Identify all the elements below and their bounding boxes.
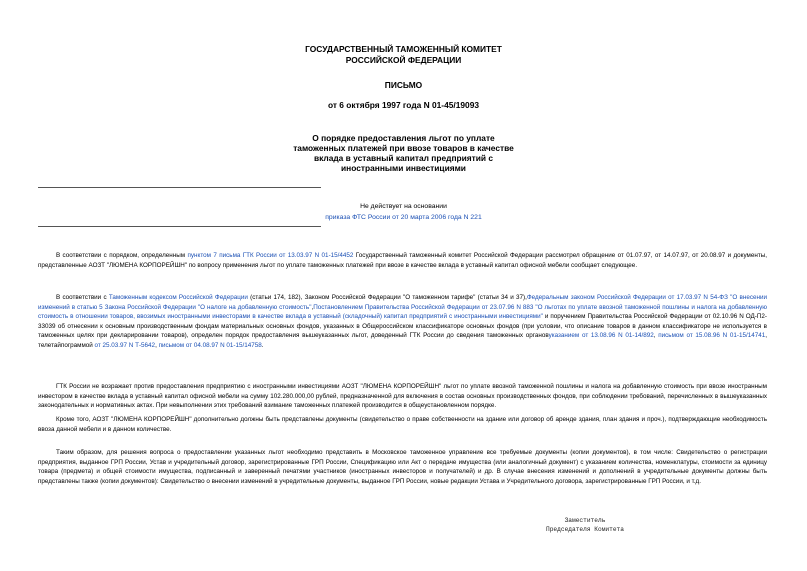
org-name-line2: РОССИЙСКОЙ ФЕДЕРАЦИИ bbox=[345, 55, 462, 65]
paragraph-text: (статьи 174, 182), Законом Российской Федерации "О таможенном тарифе" (статьи 34 и 37), bbox=[247, 294, 527, 301]
paragraph-text: , bbox=[155, 341, 159, 349]
doc-title-line: вклада в уставный капитал предприятий с bbox=[313, 153, 494, 163]
customs-code-link[interactable]: Таможенным кодексом Российской Федерации bbox=[108, 294, 248, 301]
paragraph-4: Кроме того, АОЗТ "ЛЮМЕНА КОРПОРЕЙШН" дополнительно должны быть представлены документы (свидетельство о праве собственности на здание или договор об аренде здания, план здания и проч.), подтверждающие необходимость ввоза данной мебели и в данном количестве. bbox=[38, 416, 767, 433]
signature-position: Председателя Комитета bbox=[546, 526, 624, 533]
paragraph-text: , bbox=[311, 303, 314, 311]
paragraph-text: и поручением Правительства Российской Федерации от 02.10.96 N ОД-П2-33039 об отнесении к основным производственным фондам материальных основных фондов, указанных в Общероссийском классификаторе основных фондов (при условии, что описание товаров в данном классификаторе не используется в таможенных целях при декларировании товаров), определен порядок предоставления вышеуказанных льгот, доведенный ГТК России до сведения таможенных органов bbox=[38, 313, 767, 339]
doc-title-line: таможенных платежей при ввозе товаров в качестве bbox=[293, 143, 514, 153]
paragraph-5: Таким образом, для решения вопроса о предоставлении указанных льгот необходимо представить в Московское таможенное управление все требуемые документы (копии документов), в том числе: Свидетельство о регистрации предприятия, выданное ГРП России, Устав и учредительный договор, зарегистрированные ГРП России, Спецификацию или Акт о передаче имущества (или аналогичный документ) с указанием количества, номенклатуры, стоимости за единицу товара (предмета) и общей стоимости имущества, подписанный и заверенный печатями участников (иностранных инвесторов и получателей) и др. В случае внесения изменений и дополнений в учредительные документы должны быть представлены также (копии документов): Свидетельство о внесении изменений в учредительные документы, выданное ГРП России, новые редакции Устава и Учредительного договора, зарегистрированные ГРП России, и т.д. bbox=[38, 449, 767, 485]
divider-top bbox=[38, 187, 321, 188]
teletype-link[interactable]: от 25.03.97 N Т-5642 bbox=[94, 341, 156, 349]
paragraph-text: , телетайпограммой bbox=[38, 332, 767, 349]
paragraph-text: Государственный таможенный комитет Российской Федерации рассмотрел обращение от 01.07.97, от 14.07.97, от 20.08.97 и документы, представленные АОЗТ "ЛЮМЕНА КОРПОРЕЙШН" по вопросу применения льгот по уплате таможенных платежей при ввозе в качестве вклада в уставный капитал офисной мебели сообщает следующее. bbox=[38, 252, 767, 269]
doc-date-number: от 6 октября 1997 года N 01-45/19093 bbox=[327, 100, 480, 110]
paragraph-text: В соответствии с порядком, определенным bbox=[56, 252, 188, 259]
federal-law-link[interactable]: Федеральным законом Российской Федерации от 17.03.97 N 54-ФЗ "О внесении изменений в статью 5 Закона Российской Федерации "О налоге на добавленную стоимость" bbox=[38, 294, 767, 311]
instruction-link[interactable]: указанием от 13.08.96 N 01-14/892 bbox=[548, 332, 654, 339]
paragraph-3: ГТК России не возражает против предоставления предприятию с иностранными инвестициями АОЗТ "ЛЮМЕНА КОРПОРЕЙШН" льгот по уплате ввозной таможенной пошлины и налога на добавленную стоимость при ввозе иностранным инвестором в качестве вклада в уставный капитал офисной мебели на сумму 102.280.000,00 рублей, предназначенной для включения в состав основных производственных фондов, при соблюдении требований, перечисленных в вышеуказанных законодательных и нормативных актах. При невыполнении этих требований взимание таможенных платежей производится в общеустановленном порядке. bbox=[38, 383, 767, 409]
doc-title-line: иностранными инвестициями bbox=[341, 163, 466, 173]
doc-type: ПИСЬМО bbox=[384, 80, 423, 90]
letter-1997-link[interactable]: письмом от 04.08.97 N 01-15/14758 bbox=[158, 341, 262, 349]
paragraph-1 bbox=[38, 251, 767, 270]
government-resolution-link[interactable]: Постановлением Правительства Российской Федерации от 23.07.96 N 883 "О льготах по уплате ввозной таможенной пошлины и налога на добавленную стоимость в отношении товаров, ввозимых иностранными инвесторами в качестве вклада в уставный (складочный) капитал предприятий с иностранными инвестициями" bbox=[38, 303, 767, 320]
status-note-line bbox=[0, 213, 807, 223]
doc-title bbox=[0, 133, 807, 173]
status-note-text: Не действует на основании bbox=[360, 203, 447, 210]
paragraph-text: . bbox=[261, 341, 264, 349]
repeal-order-link[interactable]: приказа ФТС России от 20 марта 2006 года N 221 bbox=[325, 214, 482, 221]
doc-title-line: О порядке предоставления льгот по уплате bbox=[312, 133, 495, 143]
paragraph-text: , bbox=[653, 332, 659, 339]
letter-1996-link[interactable]: письмом от 15.08.96 N 01-15/14741 bbox=[658, 332, 766, 339]
paragraph-text: В соответствии с bbox=[56, 294, 109, 301]
signature-title: Заместитель bbox=[564, 517, 606, 524]
paragraph-2 bbox=[38, 293, 767, 350]
divider-bottom bbox=[38, 226, 321, 227]
gtk-letter-link[interactable]: пунктом 7 письма ГТК России от 13.03.97 N 01-15/4452 bbox=[187, 252, 354, 259]
org-name-line1: ГОСУДАРСТВЕННЫЙ ТАМОЖЕННЫЙ КОМИТЕТ bbox=[305, 44, 502, 54]
